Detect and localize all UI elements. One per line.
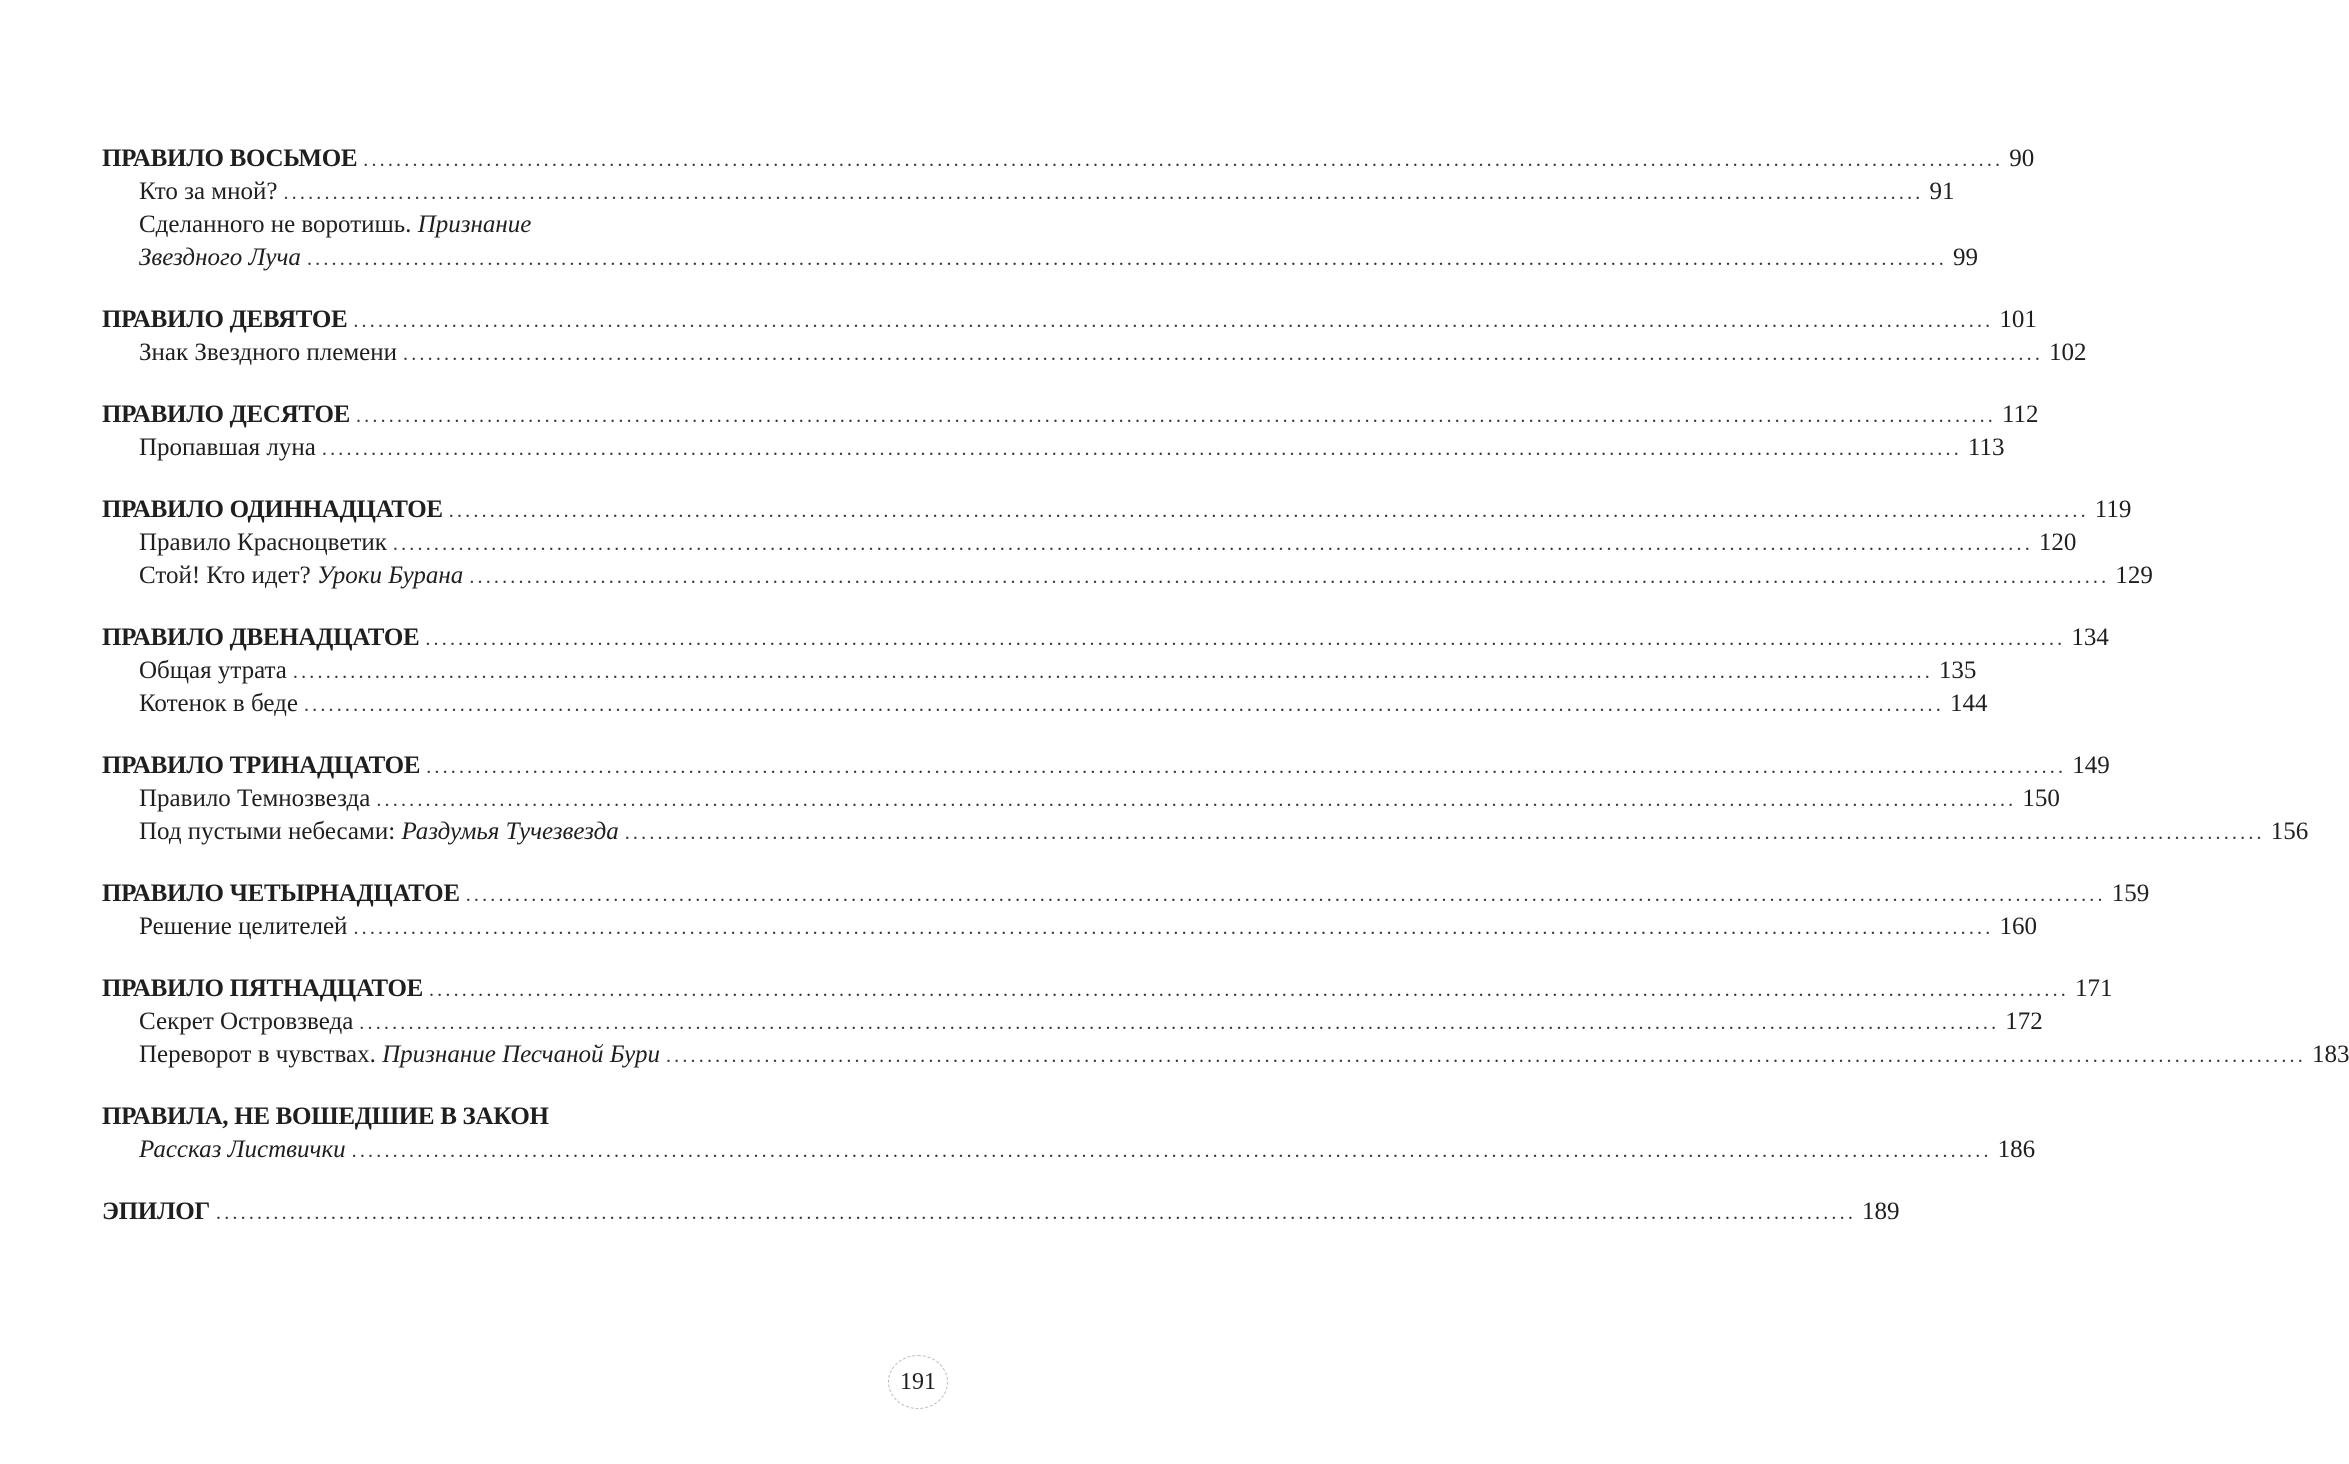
entry-page-number: 159 [2111, 880, 2150, 907]
toc-section [102, 972, 2349, 1071]
entry-title [139, 1038, 660, 1071]
toc-section [102, 1100, 2036, 1166]
entry-page-number: 149 [2072, 752, 2110, 779]
entry-title-text: Знак Звездного племени [139, 339, 398, 366]
entry-page-number: 135 [1938, 657, 1977, 684]
entry-page-number: 171 [2074, 975, 2113, 1002]
entry-title-text: Пропавшая луна [139, 434, 316, 461]
dot-leader: ........................................................................................................................................................................................................ [425, 628, 2066, 650]
dot-leader: ........................................................................................................................................................................................................ [283, 182, 1924, 204]
entry-page-number: 91 [1929, 178, 1955, 205]
entry-page-number: 156 [2270, 818, 2309, 845]
toc-subentry [102, 815, 2309, 848]
toc-section [102, 398, 2039, 464]
toc-chapter-entry [102, 1100, 814, 1133]
dot-leader: ........................................................................................................................................................................................................ [469, 566, 2110, 588]
dot-leader: ........................................................................................................................................................................................................ [465, 884, 2106, 906]
entry-title [139, 559, 463, 592]
toc-subentry [102, 654, 1977, 687]
toc-chapter-entry [102, 1195, 1900, 1228]
entry-title [139, 654, 287, 687]
entry-page-number: 172 [2005, 1008, 2043, 1035]
entry-title-text: ЭПИЛОГ [102, 1198, 211, 1225]
toc-chapter-entry [102, 493, 2132, 526]
toc-chapter-entry [102, 972, 2113, 1005]
entry-page-number: 160 [1999, 913, 2037, 940]
entry-title [102, 972, 423, 1005]
entry-title-text: Кто за мной? [139, 178, 278, 205]
entry-page-number: 183 [2311, 1041, 2349, 1068]
dot-leader: ........................................................................................................................................................................................................ [216, 1202, 1857, 1224]
entry-title-text: Стой! Кто идет? [139, 562, 317, 589]
toc-subentry [102, 208, 814, 241]
toc-chapter-entry [102, 303, 2037, 336]
dot-leader: ........................................................................................................................................................................................................ [363, 149, 2004, 171]
entry-title [102, 877, 460, 910]
entry-title-text: ПРАВИЛО ЧЕТЫРНАДЦАТОЕ [102, 880, 460, 907]
toc-subentry [102, 431, 2005, 464]
entry-title [102, 1100, 549, 1133]
toc-section [102, 493, 2153, 592]
entry-page-number: 119 [2094, 496, 2132, 523]
entry-page-number: 113 [1967, 434, 2005, 461]
dot-leader: ........................................................................................................................................................................................................ [428, 979, 2069, 1001]
entry-title-text: Общая утрата [139, 657, 287, 684]
toc-section [102, 877, 2150, 943]
dot-leader: ........................................................................................................................................................................................................ [359, 1012, 2000, 1034]
toc-subentry [102, 241, 1978, 274]
table-of-contents [102, 142, 2349, 1257]
toc-subentry [102, 175, 1955, 208]
entry-title-text: ПРАВИЛО ДВЕНАДЦАТОЕ [102, 624, 420, 651]
entry-title-italic: Признание Песчаной Бури [382, 1041, 660, 1068]
entry-title [139, 910, 347, 943]
dot-leader: ........................................................................................................................................................................................................ [426, 756, 2067, 778]
entry-title-italic: Признание [417, 211, 532, 238]
entry-title [102, 303, 347, 336]
toc-section [102, 1195, 1900, 1228]
dot-leader: ........................................................................................................................................................................................................ [448, 500, 2089, 522]
entry-title-text: ПРАВИЛА, НЕ ВОШЕДШИЕ В ЗАКОН [102, 1103, 549, 1130]
entry-title-text: ПРАВИЛО ПЯТНАДЦАТОЕ [102, 975, 423, 1002]
dot-leader: ........................................................................................................................................................................................................ [355, 405, 1996, 427]
entry-title-text: Правило Красноцветик [139, 529, 387, 556]
entry-title-text: Переворот в чувствах. [139, 1041, 383, 1068]
toc-subentry [102, 1133, 2036, 1166]
entry-title-text: ПРАВИЛО ДЕСЯТОЕ [102, 401, 350, 428]
dot-leader: ........................................................................................................................................................................................................ [321, 438, 1962, 460]
entry-page-number: 120 [2038, 529, 2077, 556]
entry-title [139, 175, 277, 208]
toc-chapter-entry [102, 621, 2109, 654]
entry-title [102, 142, 357, 175]
entry-title [139, 1005, 353, 1038]
entry-title-italic: Звездного Луча [139, 244, 301, 271]
entry-page-number: 99 [1952, 244, 1978, 271]
toc-chapter-entry [102, 877, 2150, 910]
entry-title-text: Котенок в беде [139, 690, 298, 717]
dot-leader: ........................................................................................................................................................................................................ [353, 917, 1994, 939]
entry-page-number: 102 [2049, 339, 2087, 366]
entry-title-italic: Уроки Бурана [316, 562, 464, 589]
toc-subentry [102, 559, 2153, 592]
entry-title [139, 208, 531, 241]
toc-section [102, 621, 2109, 720]
dot-leader: ........................................................................................................................................................................................................ [403, 343, 2044, 365]
entry-title [102, 749, 420, 782]
toc-subentry [102, 526, 2077, 559]
entry-page-number: 150 [2022, 785, 2060, 812]
toc-subentry [102, 782, 2060, 815]
entry-title-text: Решение целителей [139, 913, 348, 940]
entry-title [102, 1195, 210, 1228]
toc-subentry [102, 1005, 2043, 1038]
entry-title-italic: Раздумья Тучезвезда [401, 818, 619, 845]
entry-title [102, 398, 350, 431]
entry-page-number: 101 [1999, 306, 2037, 333]
dot-leader: ........................................................................................................................................................................................................ [303, 694, 1944, 716]
dot-leader: ........................................................................................................................................................................................................ [392, 533, 2033, 555]
entry-title-italic: Рассказ Листвички [139, 1136, 346, 1163]
entry-page-number: 90 [2009, 145, 2035, 172]
dot-leader: ........................................................................................................................................................................................................ [292, 661, 1933, 683]
entry-title-text: ПРАВИЛО ДЕВЯТОЕ [102, 306, 348, 333]
toc-section [102, 749, 2309, 848]
entry-page-number: 189 [1862, 1198, 1900, 1225]
toc-section [102, 303, 2087, 369]
toc-subentry [102, 1038, 2349, 1071]
dot-leader: ........................................................................................................................................................................................................ [351, 1140, 1992, 1162]
page-number: 191 [888, 1355, 948, 1409]
toc-subentry [102, 687, 1988, 720]
toc-chapter-entry [102, 142, 2035, 175]
entry-title [139, 241, 301, 274]
entry-title [139, 431, 316, 464]
toc-chapter-entry [102, 749, 2110, 782]
toc-section [102, 142, 2035, 274]
entry-title-text: ПРАВИЛО ВОСЬМОЕ [102, 145, 358, 172]
toc-chapter-entry [102, 398, 2039, 431]
entry-title-text: ПРАВИЛО ТРИНАДЦАТОЕ [102, 752, 421, 779]
toc-subentry [102, 336, 2087, 369]
entry-title-text: Сделанного не воротишь. [139, 211, 418, 238]
dot-leader: ........................................................................................................................................................................................................ [665, 1045, 2306, 1067]
dot-leader: ........................................................................................................................................................................................................ [376, 789, 2017, 811]
entry-title-text: ПРАВИЛО ОДИННАДЦАТОЕ [102, 496, 443, 523]
entry-page-number: 144 [1949, 690, 1988, 717]
entry-title-text: Правило Темнозвезда [139, 785, 371, 812]
entry-title [102, 493, 443, 526]
dot-leader: ........................................................................................................................................................................................................ [624, 822, 2265, 844]
dot-leader: ........................................................................................................................................................................................................ [306, 248, 1947, 270]
entry-title [139, 782, 370, 815]
entry-page-number: 129 [2115, 562, 2153, 589]
entry-title [102, 621, 419, 654]
entry-title [139, 687, 298, 720]
entry-page-number: 134 [2071, 624, 2109, 651]
entry-title [139, 1133, 346, 1166]
entry-page-number: 112 [2001, 401, 2039, 428]
entry-title [139, 336, 397, 369]
entry-title [139, 815, 619, 848]
toc-subentry [102, 910, 2037, 943]
dot-leader: ........................................................................................................................................................................................................ [353, 310, 1994, 332]
entry-title [139, 526, 387, 559]
entry-title-text: Секрет Островзведа [139, 1008, 354, 1035]
entry-title-text: Под пустыми небесами: [139, 818, 402, 845]
entry-page-number: 186 [1997, 1136, 2036, 1163]
